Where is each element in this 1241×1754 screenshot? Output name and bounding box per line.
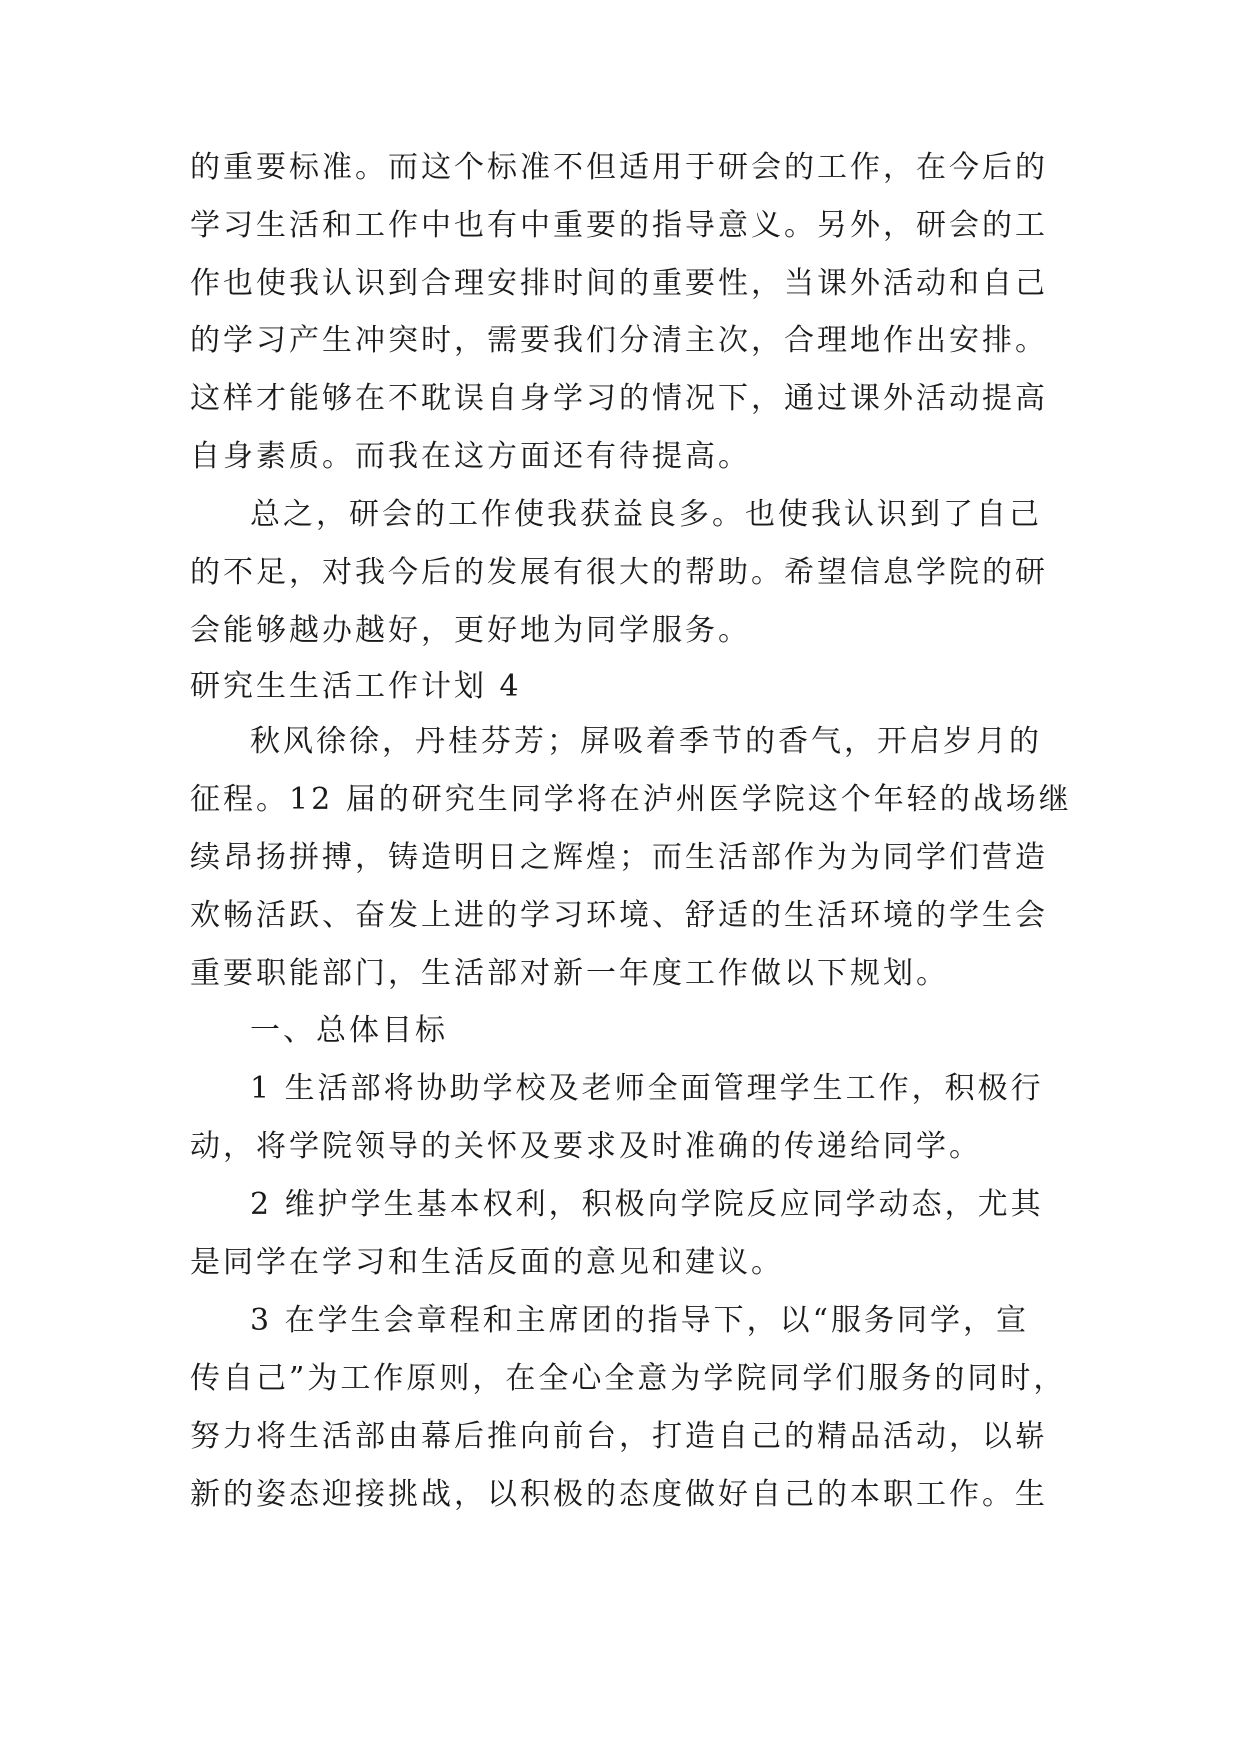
text-line: 努力将生活部由幕后推向前台，打造自己的精品活动，以崭 bbox=[190, 1419, 1048, 1454]
subsection-heading: 一、总体目标 bbox=[250, 1013, 448, 1048]
text-line: 的重要标准。而这个标准不但适用于研会的工作，在今后的 bbox=[190, 150, 1048, 185]
list-item-line: 1 生活部将协助学校及老师全面管理学生工作，积极行 bbox=[250, 1071, 1044, 1106]
text-line: 作也使我认识到合理安排时间的重要性，当课外活动和自己 bbox=[190, 266, 1048, 301]
text-line: 会能够越办越好，更好地为同学服务。 bbox=[190, 613, 751, 648]
text-line: 是同学在学习和生活反面的意见和建议。 bbox=[190, 1245, 784, 1280]
text-line: 的学习产生冲突时，需要我们分清主次，合理地作出安排。 bbox=[190, 323, 1048, 358]
section-heading: 研究生生活工作计划 4 bbox=[190, 669, 522, 704]
text-line: 这样才能够在不耽误自身学习的情况下，通过课外活动提高 bbox=[190, 381, 1048, 416]
paragraph-start-line: 总之，研会的工作使我获益良多。也使我认识到了自己 bbox=[250, 497, 1042, 532]
text-line: 新的姿态迎接挑战，以积极的态度做好自己的本职工作。生 bbox=[190, 1477, 1048, 1512]
list-item-line: 2 维护学生基本权利，积极向学院反应同学动态，尤其 bbox=[250, 1187, 1044, 1222]
text-line: 自身素质。而我在这方面还有待提高。 bbox=[190, 439, 751, 474]
text-line: 续昂扬拼搏，铸造明日之辉煌；而生活部作为为同学们营造 bbox=[190, 840, 1048, 875]
text-line: 的不足，对我今后的发展有很大的帮助。希望信息学院的研 bbox=[190, 555, 1048, 590]
text-line: 欢畅活跃、奋发上进的学习环境、舒适的生活环境的学生会 bbox=[190, 898, 1048, 933]
paragraph-start-line: 秋风徐徐，丹桂芬芳；屏吸着季节的香气，开启岁月的 bbox=[250, 724, 1042, 759]
text-line: 征程。12 届的研究生同学将在泸州医学院这个年轻的战场继 bbox=[190, 782, 1072, 817]
text-line: 传自己”为工作原则，在全心全意为学院同学们服务的同时， bbox=[190, 1361, 1067, 1396]
list-item-line: 3 在学生会章程和主席团的指导下，以“服务同学，宣 bbox=[250, 1303, 1029, 1338]
text-line: 动，将学院领导的关怀及要求及时准确的传递给同学。 bbox=[190, 1129, 982, 1164]
text-line: 学习生活和工作中也有中重要的指导意义。另外，研会的工 bbox=[190, 208, 1048, 243]
text-line: 重要职能部门，生活部对新一年度工作做以下规划。 bbox=[190, 956, 949, 991]
